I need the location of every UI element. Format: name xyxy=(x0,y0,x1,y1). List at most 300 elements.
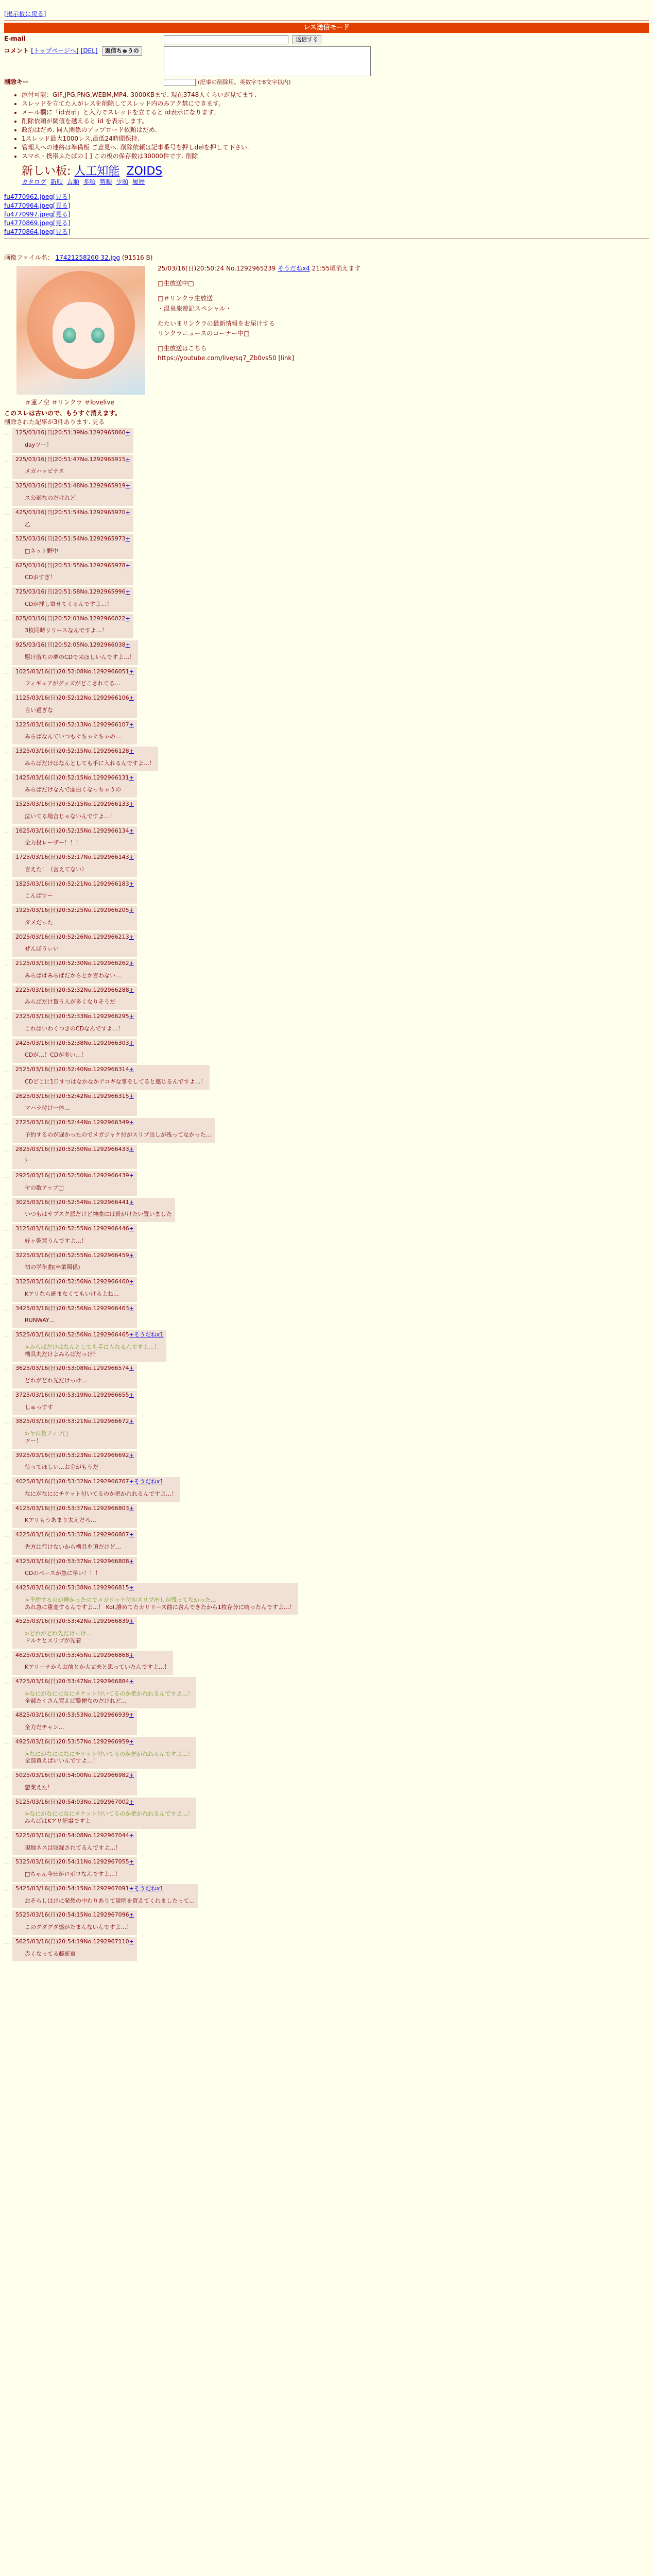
response-text: 初の学年曲(卒業関係) xyxy=(25,1264,80,1271)
prev-thread-link[interactable]: fu4770869.jpeg[見る] xyxy=(4,219,71,227)
response-date: 25/03/16(日)20:53:42 xyxy=(23,1618,84,1625)
response-number[interactable]: No.1292966574 xyxy=(83,1365,129,1372)
response-post xyxy=(12,1557,137,1582)
response-number[interactable]: No.1292966884 xyxy=(83,1678,129,1685)
response-number[interactable]: No.1292966459 xyxy=(83,1251,129,1259)
response-text: Kアリーナからお前とか大丈夫と思っていたんですよ…！ xyxy=(25,1664,170,1671)
response-header xyxy=(15,987,134,994)
sodane-button[interactable]: + xyxy=(129,986,134,993)
sodane-button[interactable]: + xyxy=(129,933,134,940)
sodane-button[interactable]: + xyxy=(129,1013,134,1020)
response-date: 25/03/16(日)20:52:40 xyxy=(23,1066,84,1073)
response-indent: … xyxy=(4,1478,10,1485)
sodane-button[interactable]: + xyxy=(129,1531,134,1538)
response-number[interactable]: No.1292966807 xyxy=(83,1531,129,1538)
response-indent: … xyxy=(4,509,10,516)
prev-thread-link[interactable]: fu4770964.jpeg[見る] xyxy=(4,202,71,209)
sodane-button[interactable]: + xyxy=(129,1092,134,1099)
sodane-button[interactable]: + xyxy=(129,1172,134,1179)
response-row xyxy=(4,959,649,984)
response-post xyxy=(12,1798,196,1829)
sodane-button[interactable]: + xyxy=(129,1039,134,1046)
response-text: 言い過ぎな xyxy=(25,706,53,714)
response-text: メガハッピナス xyxy=(25,468,64,475)
response-number[interactable]: No.1292966315 xyxy=(83,1092,129,1099)
response-number[interactable]: No.1292966022 xyxy=(80,615,126,622)
response-row xyxy=(4,1118,649,1143)
op-line: □生放送中□ xyxy=(158,280,194,287)
response-body xyxy=(25,972,134,979)
response-date: 25/03/16(日)20:52:56 xyxy=(23,1304,84,1312)
response-number[interactable]: No.1292966205 xyxy=(83,907,129,913)
sodane-button[interactable]: + xyxy=(129,1557,134,1565)
response-number[interactable]: No.1292965860 xyxy=(80,429,126,436)
response-number[interactable]: No.1292966439 xyxy=(83,1172,129,1179)
response-row xyxy=(4,561,649,586)
response-header xyxy=(15,1172,134,1179)
back-to-board-link[interactable]: [掲示板に戻る] xyxy=(4,10,46,18)
response-number[interactable]: No.1292966839 xyxy=(83,1618,129,1625)
response-number[interactable]: No.1292966815 xyxy=(83,1584,129,1591)
response-index: 15 xyxy=(15,801,23,807)
sodane-button[interactable]: + xyxy=(125,509,130,516)
response-index: 43 xyxy=(15,1557,23,1565)
response-index: 11 xyxy=(15,694,23,701)
response-header xyxy=(15,1013,134,1020)
sodane-button[interactable]: + xyxy=(129,1391,134,1398)
sodane-button[interactable]: + xyxy=(129,1738,134,1745)
response-number[interactable]: No.1292966803 xyxy=(83,1504,129,1512)
response-indent: … xyxy=(4,1092,10,1100)
sodane-button[interactable]: + xyxy=(129,1651,134,1658)
response-number[interactable]: No.1292966038 xyxy=(80,641,126,648)
sodane-button[interactable]: + xyxy=(129,1418,134,1425)
response-number[interactable]: No.1292966128 xyxy=(83,748,129,754)
op-image-link[interactable]: 17421258260 32.jpg xyxy=(55,254,121,261)
sodane-button[interactable]: + xyxy=(129,1885,134,1892)
response-text: dayツー！ xyxy=(25,441,53,448)
catalog-link[interactable]: カタログ xyxy=(22,178,47,185)
response-number[interactable]: No.1292967055 xyxy=(83,1858,129,1866)
sort-oldest-link[interactable]: 古順 xyxy=(66,178,79,185)
response-body xyxy=(25,733,134,740)
sort-most-link[interactable]: 多順 xyxy=(83,178,96,185)
response-date: 25/03/16(日)20:53:23 xyxy=(23,1451,84,1459)
response-body xyxy=(25,1570,134,1577)
response-number[interactable]: No.1292965978 xyxy=(80,562,126,569)
sodane-button[interactable]: + xyxy=(125,482,130,489)
response-header xyxy=(15,1252,134,1259)
response-body xyxy=(25,1897,195,1905)
response-row xyxy=(4,826,649,851)
response-text: 先方は行けないから構具を頂だけど… xyxy=(25,1543,121,1550)
response-text: しゅっすす xyxy=(25,1403,54,1411)
response-header xyxy=(15,1066,207,1073)
response-index: 30 xyxy=(15,1198,23,1206)
prev-thread-link[interactable]: fu4770962.jpeg[見る] xyxy=(4,193,71,200)
response-header xyxy=(15,1505,134,1512)
response-indent: … xyxy=(4,1832,10,1839)
response-index: 45 xyxy=(15,1618,23,1625)
response-body xyxy=(25,1430,134,1445)
response-post xyxy=(12,481,133,506)
sodane-button[interactable]: + xyxy=(125,535,130,542)
sodane-button[interactable]: + xyxy=(129,1798,134,1805)
delete-key-field[interactable] xyxy=(164,79,196,86)
response-number[interactable]: No.1292966441 xyxy=(83,1198,129,1206)
response-list xyxy=(4,428,649,1961)
response-number[interactable]: No.1292965970 xyxy=(80,509,126,516)
response-number[interactable]: No.1292967002 xyxy=(83,1798,129,1805)
response-post xyxy=(12,1224,137,1249)
response-number[interactable]: No.1292966131 xyxy=(83,774,129,781)
prev-thread-link[interactable]: fu4770864.jpeg[見る] xyxy=(4,228,71,235)
response-date: 25/03/16(日)20:52:56 xyxy=(23,1331,84,1338)
comment-label-row xyxy=(4,46,164,76)
sodane-button[interactable]: + xyxy=(129,1119,134,1126)
response-header xyxy=(15,1365,134,1372)
response-index: 8 xyxy=(15,615,19,622)
response-row xyxy=(4,1198,649,1223)
response-body xyxy=(25,1951,134,1958)
response-date: 25/03/16(日)20:53:37 xyxy=(23,1504,84,1512)
response-index: 7 xyxy=(15,588,19,595)
response-index: 52 xyxy=(15,1832,23,1839)
response-number[interactable]: No.1292966446 xyxy=(83,1225,129,1232)
sodane-button[interactable]: + xyxy=(129,1618,134,1625)
response-header xyxy=(15,615,130,622)
reply-toggle-button[interactable]: 返信ちゅうの xyxy=(102,46,142,56)
sodane-button[interactable]: + xyxy=(125,615,130,622)
op-expiry: 21:55頃消えます xyxy=(312,265,361,272)
response-number[interactable]: No.1292966672 xyxy=(83,1418,129,1425)
response-header xyxy=(15,1558,134,1565)
response-number[interactable]: No.1292966433 xyxy=(83,1145,129,1153)
response-indent: … xyxy=(4,588,10,596)
sodane-button[interactable]: + xyxy=(129,1772,134,1778)
sodane-button[interactable]: + xyxy=(129,1225,134,1232)
response-number[interactable]: No.1292966288 xyxy=(83,986,129,993)
response-number[interactable]: No.1292966655 xyxy=(83,1391,129,1398)
sodane-button[interactable]: + xyxy=(129,1678,134,1685)
response-header xyxy=(15,880,134,888)
response-number[interactable]: No.1292966183 xyxy=(83,880,129,887)
response-date: 25/03/16(日)20:51:55 xyxy=(19,562,80,569)
response-indent: … xyxy=(4,1858,10,1866)
response-number[interactable]: No.1292966262 xyxy=(83,960,129,967)
response-indent: … xyxy=(4,933,10,941)
response-number[interactable]: No.1292966463 xyxy=(83,1304,129,1312)
response-text: CDのペースが急に早い！！！ xyxy=(25,1570,101,1577)
sodane-button[interactable]: + xyxy=(129,748,134,754)
response-indent: … xyxy=(4,1225,10,1232)
response-text: CDおすぎ！ xyxy=(25,574,56,581)
response-row xyxy=(4,1451,649,1476)
sodane-button[interactable]: + xyxy=(129,827,134,834)
email-label: E-mail xyxy=(4,35,26,43)
response-header xyxy=(15,960,134,967)
op-number[interactable]: No.1292965239 xyxy=(226,265,276,272)
response-post xyxy=(12,1737,196,1769)
response-body xyxy=(25,866,134,873)
response-index: 5 xyxy=(15,535,19,542)
sodane-button[interactable]: + xyxy=(129,1251,134,1259)
response-text: ヤの数アップ□ xyxy=(25,1184,64,1191)
response-body xyxy=(25,574,130,581)
sodane-count[interactable]: そうだねx1 xyxy=(133,1478,164,1485)
rule-item: • 削除依頼が閾値を越えると id を表示します。 xyxy=(22,117,649,125)
sodane-button[interactable]: + xyxy=(129,1478,134,1485)
response-indent: … xyxy=(4,1678,10,1685)
response-indent: … xyxy=(4,854,10,861)
sodane-button[interactable]: + xyxy=(129,1278,134,1285)
file-label: 画像ファイル名： xyxy=(4,254,54,261)
response-text: CDどこに1日すつはなかなかアコギな事をしてると感じるんですよ…！ xyxy=(25,1078,207,1085)
sodane-button[interactable]: + xyxy=(129,1504,134,1512)
board-link-zoids[interactable]: ZOIDS xyxy=(126,164,163,178)
sort-newest-link[interactable]: 新順 xyxy=(50,178,63,185)
response-number[interactable]: No.1292967096 xyxy=(83,1911,129,1919)
response-header xyxy=(15,934,134,941)
sodane-count[interactable]: そうだねx1 xyxy=(133,1331,164,1338)
sodane-button[interactable]: + xyxy=(129,1304,134,1312)
response-header xyxy=(15,641,135,649)
op-thumbnail[interactable] xyxy=(16,266,145,395)
response-header xyxy=(15,1225,134,1232)
response-header xyxy=(15,1531,134,1538)
sodane-button[interactable]: + xyxy=(129,721,134,728)
response-number[interactable]: No.1292966465 xyxy=(83,1331,129,1338)
response-number[interactable]: No.1292966939 xyxy=(83,1711,129,1719)
response-row xyxy=(4,906,649,930)
response-post xyxy=(12,640,138,665)
rule-item: • 政治はだめ. 同人関係のアップロード依頼はだめ. xyxy=(22,126,649,134)
sodane-button[interactable]: + xyxy=(129,1832,134,1839)
sodane-button[interactable]: + xyxy=(129,774,134,781)
response-index: 17 xyxy=(15,854,23,860)
response-text: みらばだけ貰う人が多くなりそうだ xyxy=(25,998,115,1006)
response-header xyxy=(15,748,155,755)
sodane-button[interactable]: + xyxy=(129,1858,134,1866)
sodane-button[interactable]: + xyxy=(129,1584,134,1591)
response-date: 25/03/16(日)20:52:42 xyxy=(23,1092,84,1099)
response-post xyxy=(12,1198,175,1223)
sodane-button[interactable]: + xyxy=(125,429,130,436)
response-text: 泣いてる場合じゃないんですよ…！ xyxy=(25,812,115,820)
response-indent: … xyxy=(4,801,10,808)
response-post xyxy=(12,1171,137,1196)
response-indent: … xyxy=(4,641,10,649)
sodane-button[interactable]: + xyxy=(129,694,134,701)
response-number[interactable]: No.1292966868 xyxy=(83,1651,129,1658)
response-date: 25/03/16(日)20:52:32 xyxy=(23,986,84,993)
send-reply-button[interactable]: 返信する xyxy=(293,35,321,44)
response-body xyxy=(25,892,134,900)
response-indent: … xyxy=(4,535,10,543)
response-number[interactable]: No.1292966107 xyxy=(83,721,129,728)
response-text: 3枚同時リリースなんですよ…！ xyxy=(25,627,108,634)
response-row xyxy=(4,1530,649,1555)
response-date: 25/03/16(日)20:52:50 xyxy=(23,1172,84,1179)
response-text: フィギュアがグッズがどこされてる… xyxy=(25,680,121,687)
response-body xyxy=(25,1317,134,1324)
response-index: 33 xyxy=(15,1278,23,1285)
response-body xyxy=(25,919,134,926)
history-link[interactable]: 履歴 xyxy=(132,178,145,185)
response-body xyxy=(25,1844,134,1852)
prev-thread-link[interactable]: fu4770997.jpeg[見る] xyxy=(4,211,71,218)
response-post xyxy=(12,1710,137,1735)
response-number[interactable]: No.1292966959 xyxy=(83,1738,129,1745)
response-post xyxy=(12,1831,137,1856)
response-date: 25/03/16(日)20:51:48 xyxy=(19,482,80,489)
response-post xyxy=(12,1530,137,1555)
sort-momentum-link[interactable]: 勢順 xyxy=(99,178,112,185)
sodane-button[interactable]: + xyxy=(129,1331,134,1338)
sodane-button[interactable]: + xyxy=(129,1198,134,1206)
response-number[interactable]: No.1292966133 xyxy=(83,801,129,807)
response-row xyxy=(4,667,649,692)
response-post xyxy=(12,508,133,533)
response-post xyxy=(12,534,133,559)
response-number[interactable]: No.1292965973 xyxy=(80,535,126,542)
response-index: 27 xyxy=(15,1119,23,1126)
response-date: 25/03/16(日)20:52:15 xyxy=(23,827,84,834)
response-number[interactable]: No.1292966767 xyxy=(83,1478,129,1485)
response-body xyxy=(25,521,130,528)
sodane-button[interactable]: + xyxy=(125,588,130,595)
sodane-button[interactable]: + xyxy=(129,1451,134,1459)
sodane-button[interactable]: + xyxy=(129,1911,134,1919)
previous-threads xyxy=(4,193,649,236)
response-header xyxy=(15,1093,134,1100)
sodane-button[interactable]: + xyxy=(129,1145,134,1153)
response-header xyxy=(15,1146,134,1153)
response-header xyxy=(15,774,134,782)
response-number[interactable]: No.1292966692 xyxy=(83,1451,129,1459)
response-index: 47 xyxy=(15,1678,23,1685)
response-body xyxy=(25,1810,193,1825)
response-text: ツー！ xyxy=(25,1437,42,1444)
sort-fewest-link[interactable]: 少順 xyxy=(116,178,129,185)
response-index: 14 xyxy=(15,774,23,781)
response-row xyxy=(4,720,649,745)
sodane-button[interactable]: + xyxy=(129,1066,134,1073)
response-indent: … xyxy=(4,1798,10,1806)
response-number[interactable]: No.1292966349 xyxy=(83,1119,129,1126)
sodane-button[interactable]: + xyxy=(129,1365,134,1372)
response-index: 37 xyxy=(15,1391,23,1398)
response-post xyxy=(12,1504,137,1529)
comment-textarea[interactable] xyxy=(164,46,371,76)
response-number[interactable]: No.1292966303 xyxy=(83,1039,129,1046)
response-date: 25/03/16(日)20:52:54 xyxy=(23,1198,84,1206)
response-number[interactable]: No.1292966460 xyxy=(83,1278,129,1285)
response-date: 25/03/16(日)20:51:47 xyxy=(19,455,80,463)
response-number[interactable]: No.1292966982 xyxy=(83,1772,129,1778)
response-indent: … xyxy=(4,429,10,436)
response-number[interactable]: No.1292966213 xyxy=(83,933,129,940)
response-post xyxy=(12,1417,137,1448)
response-row xyxy=(4,1651,649,1675)
top-page-link[interactable]: [トップページへ] xyxy=(31,47,79,55)
del-link[interactable]: [DEL] xyxy=(80,47,98,55)
response-date: 25/03/16(日)20:52:17 xyxy=(23,854,84,860)
response-indent: … xyxy=(4,694,10,702)
response-number[interactable]: No.1292965915 xyxy=(80,455,126,463)
sodane-button[interactable]: + xyxy=(129,960,134,967)
response-number[interactable]: No.1292966051 xyxy=(83,668,129,675)
response-number[interactable]: No.1292967044 xyxy=(83,1832,129,1839)
sodane-button[interactable]: + xyxy=(129,801,134,807)
quoted-text: >なにがなにになにチケット付いてるのか把かれれるんですよ…！ xyxy=(25,1690,194,1697)
op-stream-link[interactable]: https://youtube.com/live/sq7_Zb0vs50 [link] xyxy=(158,354,295,362)
response-row xyxy=(4,1771,649,1795)
response-number[interactable]: No.1292966143 xyxy=(83,854,129,860)
op-tags: ＃蓮ノ空 ＃リンクラ ＃lovelive xyxy=(25,399,114,406)
divider xyxy=(4,238,649,239)
response-text: 構具丸だけよみらばだっけ？ xyxy=(25,1350,98,1358)
email-field[interactable] xyxy=(164,35,288,44)
response-text: 全部たくさん買えば整便なのだけれど… xyxy=(25,1697,127,1704)
response-body xyxy=(25,1464,134,1471)
sodane-button[interactable]: + xyxy=(129,880,134,887)
response-post xyxy=(12,959,137,984)
sodane-button[interactable]: + xyxy=(125,455,130,463)
response-row xyxy=(4,1583,649,1615)
response-row xyxy=(4,747,649,771)
sodane-button[interactable]: + xyxy=(125,562,130,569)
op-sodane[interactable]: そうだねx4 xyxy=(278,265,310,272)
response-indent: … xyxy=(4,1651,10,1659)
response-number[interactable]: No.1292966295 xyxy=(83,1013,129,1020)
response-date: 25/03/16(日)20:53:45 xyxy=(23,1651,84,1658)
response-number[interactable]: No.1292965996 xyxy=(80,588,126,595)
sodane-button[interactable]: + xyxy=(125,641,130,648)
sodane-button[interactable]: + xyxy=(129,1711,134,1719)
response-post xyxy=(12,906,137,930)
response-body xyxy=(25,998,134,1006)
response-number[interactable]: No.1292967110 xyxy=(83,1938,129,1945)
sodane-button[interactable]: + xyxy=(129,1938,134,1945)
response-body xyxy=(25,786,134,793)
response-body xyxy=(25,1211,172,1218)
response-number[interactable]: No.1292966134 xyxy=(83,827,129,834)
response-row xyxy=(4,1417,649,1448)
response-number[interactable]: No.1292966314 xyxy=(83,1066,129,1073)
response-row xyxy=(4,1857,649,1882)
op-line: □＃リンクラ生放送 xyxy=(158,295,213,302)
response-number[interactable]: No.1292966808 xyxy=(83,1557,129,1565)
response-date: 25/03/16(日)20:53:32 xyxy=(23,1478,84,1485)
response-post xyxy=(12,1617,137,1648)
response-text: いつもはサブスク派だけど神曲には貢がけたい置いました xyxy=(25,1211,172,1218)
response-header xyxy=(15,562,130,569)
sodane-button[interactable]: + xyxy=(129,854,134,860)
sodane-button[interactable]: + xyxy=(129,907,134,913)
response-number[interactable]: No.1292965919 xyxy=(80,482,126,489)
board-link-ai[interactable]: 人工知能 xyxy=(74,164,120,178)
sodane-button[interactable]: + xyxy=(129,668,134,675)
response-indent: … xyxy=(4,721,10,728)
deleted-posts-notice: 削除された記事が3件あります. 見る xyxy=(4,418,105,426)
response-number[interactable]: No.1292967091 xyxy=(83,1885,129,1892)
response-number[interactable]: No.1292966106 xyxy=(83,694,129,701)
sodane-count[interactable]: そうだねx1 xyxy=(133,1885,164,1892)
response-indent: … xyxy=(4,1504,10,1512)
response-row xyxy=(4,1798,649,1829)
response-indent: … xyxy=(4,1738,10,1745)
